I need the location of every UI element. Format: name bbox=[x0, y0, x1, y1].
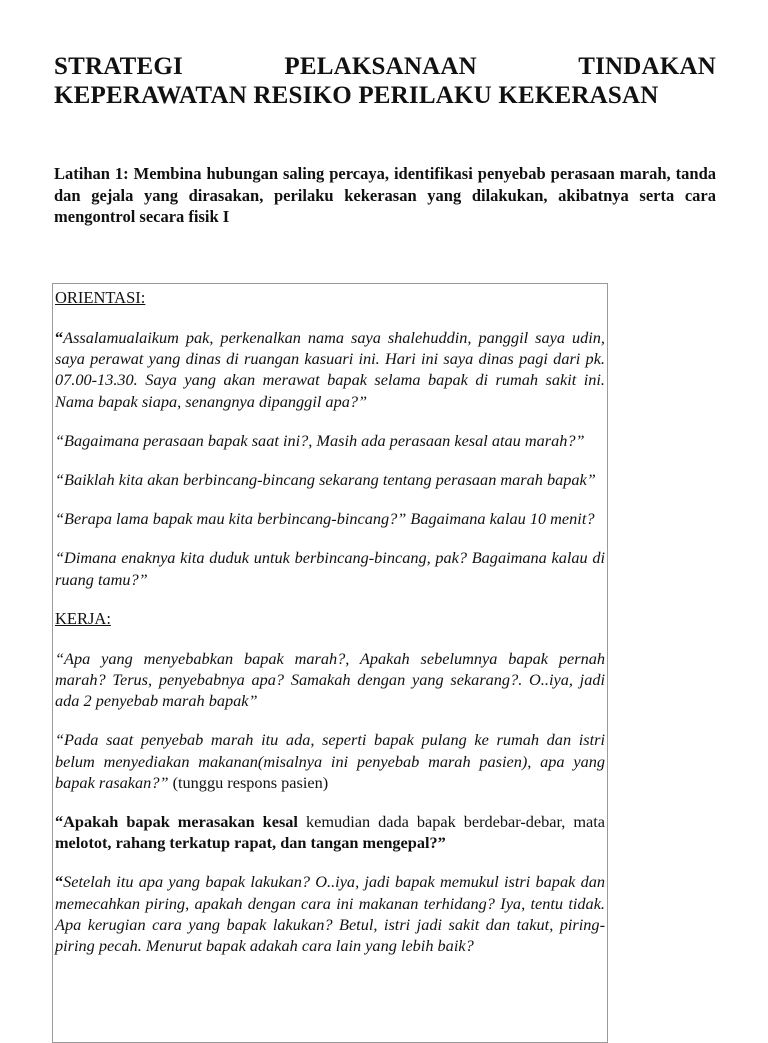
dialogue-text: Setelah itu apa yang bapak lakukan? O..iya, jadi bapak memukul istri bapak dan memecahkan piring, apakah dengan cara ini makanan terhidang? Iya, tentu tidak. Apa kerugian cara yang bapak lakukan? Betul, istri jadi sakit dan takut, piring-piring pecah. Menurut bapak adakah cara lain yang lebih baik? bbox=[55, 872, 605, 956]
dialogue-text: “Pada saat penyebab marah itu ada, seperti bapak pulang ke rumah dan istri belum menyediakan makanan(misalnya ini penyebab marah pasien), apa yang bapak rasakan?” bbox=[55, 730, 605, 792]
section-label-kerja: KERJA: bbox=[55, 608, 111, 628]
open-quote: “ bbox=[55, 872, 64, 892]
exercise-subtitle: Latihan 1: Membina hubungan saling percaya, identifikasi penyebab perasaan marah, tanda dan gejala yang dirasakan, perilaku kekerasan yang dilakukan, akibatnya serta cara mengontrol secara fisik I bbox=[54, 164, 716, 226]
open-quote: “ bbox=[55, 328, 64, 347]
dialogue-text-bold: “Apakah bapak merasakan kesal bbox=[55, 812, 298, 832]
dialogue-paragraph: “Bagaimana perasaan bapak saat ini?, Masih ada perasaan kesal atau marah?” bbox=[55, 430, 585, 450]
title-word: TINDAKAN bbox=[578, 53, 716, 80]
title-word: PELAKSANAAN bbox=[284, 53, 477, 80]
dialogue-paragraph: “Dimana enaknya kita duduk untuk berbincang-bincang, pak? Bagaimana kalau di ruang tamu?” bbox=[55, 548, 605, 589]
dialogue-paragraph bbox=[55, 811, 605, 853]
section-label-orientasi: ORIENTASI: bbox=[55, 288, 146, 307]
dialogue-box bbox=[52, 283, 608, 1043]
dialogue-text: kemudian dada bapak berdebar-debar, mata bbox=[297, 812, 605, 832]
dialogue-paragraph bbox=[55, 729, 605, 793]
dialogue-paragraph: “Berapa lama bapak mau kita berbincang-bincang?” Bagaimana kalau 10 menit? bbox=[55, 509, 595, 529]
title-line-1 bbox=[54, 52, 716, 81]
dialogue-text: Assalamualaikum pak, perkenalkan nama saya shalehuddin, panggil saya udin, saya perawat yang dinas di ruangan kasuari ini. Hari ini saya dinas pagi dari pk. 07.00-13.30. Saya yang akan merawat bapak selama bapak di rumah sakit ini. Nama bapak siapa, senangnya dipanggil apa?” bbox=[55, 328, 605, 411]
title-line-2: KEPERAWATAN RESIKO PERILAKU KEKERASAN bbox=[54, 82, 659, 109]
stage-direction: (tunggu respons pasien) bbox=[168, 772, 329, 792]
dialogue-text-bold: melotot, rahang terkatup rapat, dan tangan mengepal?” bbox=[55, 833, 446, 853]
title-word: STRATEGI bbox=[54, 53, 183, 80]
dialogue-paragraph bbox=[55, 871, 605, 956]
dialogue-paragraph: “Baiklah kita akan berbincang-bincang sekarang tentang perasaan marah bapak” bbox=[55, 470, 596, 490]
dialogue-paragraph: “Apa yang menyebabkan bapak marah?, Apakah sebelumnya bapak pernah marah? Terus, penyebabnya apa? Samakah dengan yang sekarang?. O..iya, jadi ada 2 penyebab marah bapak” bbox=[55, 648, 605, 711]
dialogue-paragraph bbox=[55, 327, 605, 412]
document-title bbox=[54, 52, 716, 110]
